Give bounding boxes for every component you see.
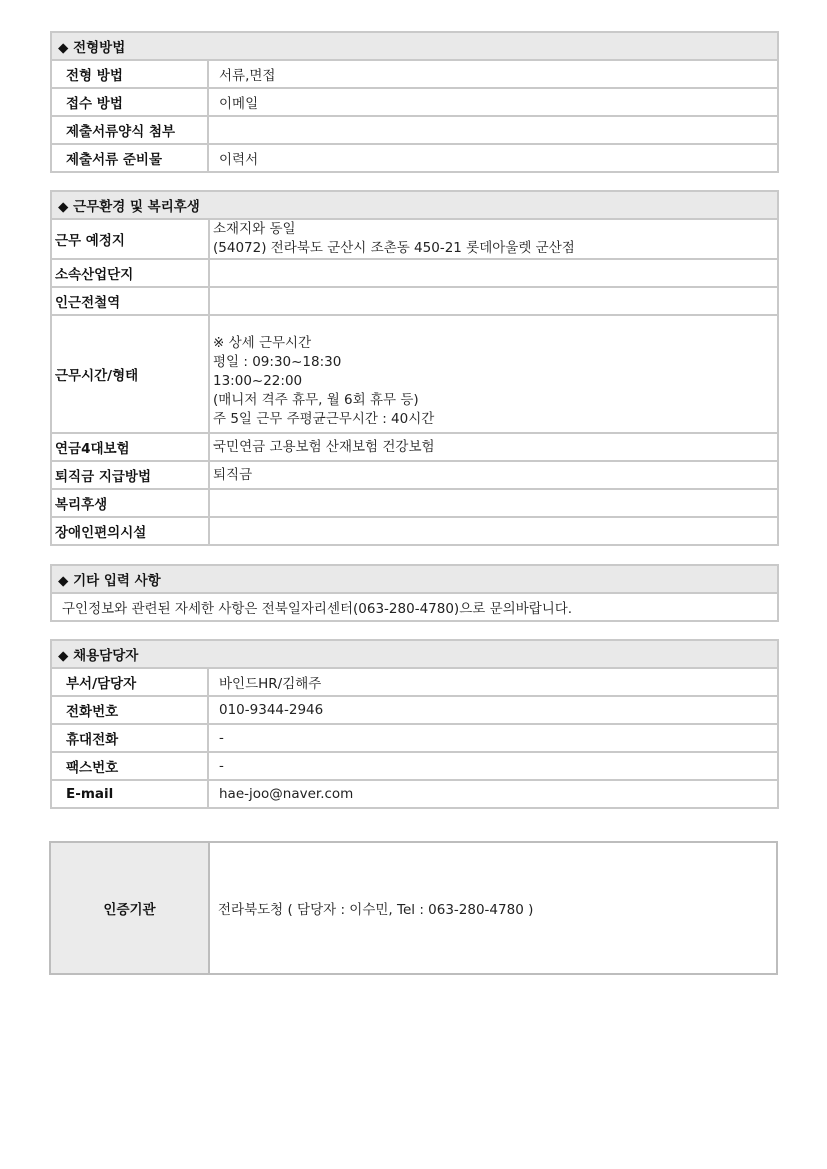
welfare-label: 복리후생	[51, 489, 209, 517]
mobile-label: 휴대전화	[51, 724, 208, 752]
nearby-station-value	[209, 287, 778, 315]
work-hours-line: 13:00~22:00	[213, 372, 303, 389]
document-form-value	[208, 116, 778, 144]
table-row	[51, 696, 778, 724]
certification-value: 전라북도청 ( 담당자 : 이수민, Tel : 063-280-4780 )	[209, 842, 777, 974]
nearby-station-label: 인근전철역	[51, 287, 209, 315]
section-title-work-env: ◆ 근무환경 및 복리후생	[51, 191, 778, 219]
table-row	[51, 315, 778, 433]
required-documents-value: 이력서	[208, 144, 778, 172]
email-label: E-mail	[51, 780, 208, 808]
table-row	[51, 116, 778, 144]
mobile-value: -	[208, 724, 778, 752]
table-row	[51, 60, 778, 88]
screening-table	[50, 31, 779, 173]
table-row	[51, 517, 778, 545]
department-manager-label: 부서/담당자	[51, 668, 208, 696]
required-documents-label: 제출서류 준비물	[51, 144, 208, 172]
table-row	[51, 668, 778, 696]
application-method-value: 이메일	[208, 88, 778, 116]
work-hours-line: ※ 상세 근무시간	[213, 334, 312, 351]
work-hours-value	[209, 315, 778, 433]
welfare-value	[209, 489, 778, 517]
screening-method-label: 전형 방법	[51, 60, 208, 88]
work-location-label: 근무 예정지	[51, 219, 209, 259]
table-row	[51, 752, 778, 780]
certification-table	[49, 841, 778, 975]
fax-label: 팩스번호	[51, 752, 208, 780]
document-form-label: 제출서류양식 첨부	[51, 116, 208, 144]
work-environment-table	[50, 190, 779, 546]
table-row	[51, 780, 778, 808]
table-row	[51, 489, 778, 517]
work-hours-line: 평일 : 09:30~18:30	[213, 353, 342, 370]
section-title-contact: ◆ 채용담당자	[51, 640, 778, 668]
table-row	[51, 433, 778, 461]
certification-label: 인증기관	[50, 842, 209, 974]
insurance-value: 국민연금 고용보험 산재보험 건강보험	[209, 433, 778, 461]
table-row	[50, 842, 777, 974]
section-title-screening: ◆ 전형방법	[51, 32, 778, 60]
table-row	[51, 144, 778, 172]
table-row	[51, 219, 778, 259]
phone-value: 010-9344-2946	[208, 696, 778, 724]
table-row	[51, 287, 778, 315]
table-row	[51, 593, 778, 621]
severance-label: 퇴직금 지급방법	[51, 461, 209, 489]
disability-facilities-label: 장애인편의시설	[51, 517, 209, 545]
table-row	[51, 461, 778, 489]
industrial-complex-value	[209, 259, 778, 287]
table-row	[51, 88, 778, 116]
fax-value: -	[208, 752, 778, 780]
industrial-complex-label: 소속산업단지	[51, 259, 209, 287]
work-location-value	[209, 219, 778, 259]
email-value[interactable]: hae-joo@naver.com	[208, 780, 778, 808]
work-location-line: 소재지와 동일	[213, 221, 296, 237]
screening-method-value: 서류,면접	[208, 60, 778, 88]
other-info-text: 구인정보와 관련된 자세한 사항은 전북일자리센터(063-280-4780)으로 문의바랍니다.	[51, 593, 778, 621]
other-info-table	[50, 564, 779, 622]
insurance-label: 연금4대보험	[51, 433, 209, 461]
contact-table	[50, 639, 779, 809]
work-location-address: (54072) 전라북도 군산시 조촌동 450-21 롯데아울렛 군산점	[213, 240, 575, 256]
disability-facilities-value	[209, 517, 778, 545]
severance-value: 퇴직금	[209, 461, 778, 489]
work-hours-line: 주 5일 근무 주평균근무시간 : 40시간	[213, 410, 435, 427]
phone-label: 전화번호	[51, 696, 208, 724]
table-row	[51, 259, 778, 287]
section-title-other: ◆ 기타 입력 사항	[51, 565, 778, 593]
work-hours-line: (매니저 격주 휴무, 월 6회 휴무 등)	[213, 391, 419, 408]
application-method-label: 접수 방법	[51, 88, 208, 116]
work-hours-label: 근무시간/형태	[51, 315, 209, 433]
department-manager-value: 바인드HR/김해주	[208, 668, 778, 696]
table-row	[51, 724, 778, 752]
